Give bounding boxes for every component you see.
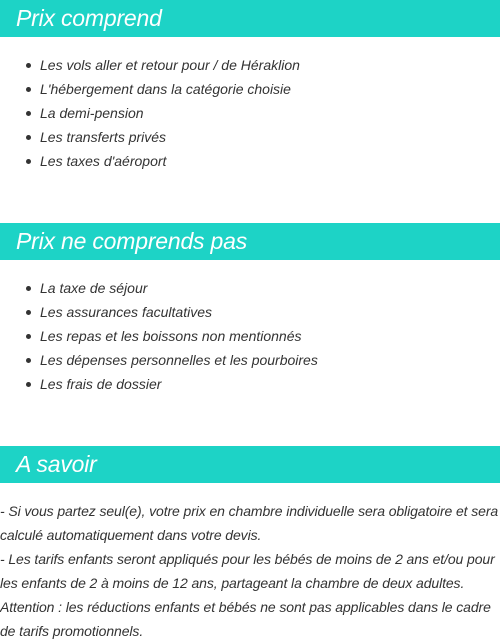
bullet-icon bbox=[26, 310, 31, 315]
list-item-text: Les vols aller et retour pour / de Héraklion bbox=[40, 57, 300, 73]
bullet-icon bbox=[26, 358, 31, 363]
bullet-icon bbox=[26, 63, 31, 68]
bullet-icon bbox=[26, 334, 31, 339]
list-item-text: Les repas et les boissons non mentionnés bbox=[40, 328, 302, 344]
info-paragraph: Attention : les réductions enfants et bébés ne sont pas applicables dans le cadre de tarifs promotionnels. bbox=[0, 599, 491, 639]
list-item bbox=[0, 372, 318, 396]
price-excludes-list bbox=[0, 276, 318, 396]
list-item-text: La taxe de séjour bbox=[40, 280, 148, 296]
bullet-icon bbox=[26, 286, 31, 291]
price-includes-list bbox=[0, 53, 300, 173]
good-to-know-text bbox=[0, 499, 500, 643]
list-item bbox=[0, 125, 300, 149]
list-item-text: La demi-pension bbox=[40, 105, 144, 121]
bullet-icon bbox=[26, 135, 31, 140]
list-item bbox=[0, 300, 318, 324]
list-item bbox=[0, 149, 300, 173]
list-item-text: Les frais de dossier bbox=[40, 376, 162, 392]
list-item bbox=[0, 77, 300, 101]
bullet-icon bbox=[26, 111, 31, 116]
list-item bbox=[0, 348, 318, 372]
list-item bbox=[0, 101, 300, 125]
section-title-good-to-know: A savoir bbox=[0, 446, 500, 483]
list-item bbox=[0, 276, 318, 300]
bullet-icon bbox=[26, 382, 31, 387]
list-item bbox=[0, 324, 318, 348]
section-title-price-includes: Prix comprend bbox=[0, 0, 500, 37]
section-title-price-excludes: Prix ne comprends pas bbox=[0, 223, 500, 260]
info-paragraph: - Si vous partez seul(e), votre prix en chambre individuelle sera obligatoire et sera calculé automatiquement dans votre devis. bbox=[0, 503, 499, 543]
bullet-icon bbox=[26, 159, 31, 164]
list-item-text: L'hébergement dans la catégorie choisie bbox=[40, 81, 291, 97]
list-item-text: Les assurances facultatives bbox=[40, 304, 212, 320]
list-item-text: Les taxes d'aéroport bbox=[40, 153, 167, 169]
list-item-text: Les transferts privés bbox=[40, 129, 167, 145]
list-item-text: Les dépenses personnelles et les pourboires bbox=[40, 352, 318, 368]
bullet-icon bbox=[26, 87, 31, 92]
list-item bbox=[0, 53, 300, 77]
info-paragraph: - Les tarifs enfants seront appliqués pour les bébés de moins de 2 ans et/ou pour les enfants de 2 à moins de 12 ans, partageant la chambre de deux adultes. bbox=[0, 551, 495, 591]
